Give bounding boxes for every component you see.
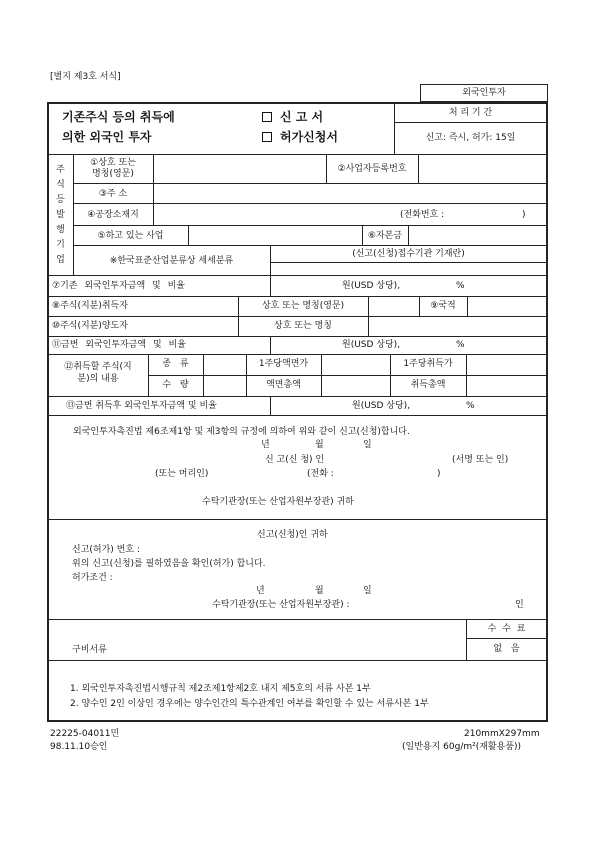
r10-name-label: 상호 또는 명칭 (274, 321, 332, 331)
r11-label: ⑪금번 외국인투자금액 및 비율 (52, 340, 186, 350)
confirm-head: 수탁기관장(또는 산업자원부장관) : (212, 600, 350, 610)
r12-label-2: 분)의 내용 (77, 374, 119, 384)
qty-label: 수 량 (162, 380, 189, 390)
r8-name-label: 상호 또는 명칭(영문) (261, 301, 345, 311)
r13-percent: % (466, 401, 475, 411)
address-label: ③주 소 (98, 189, 128, 199)
footer-approved: 98.11.10승인 (50, 742, 108, 752)
confirm-text: 위의 신고(신청)를 필하였음을 확인(허가) 합니다. (72, 559, 266, 569)
r12-label-1: ⑫취득할 주식(지 (64, 362, 132, 372)
r13-label: ⑬금번 취득후 외국인투자금액 및 비율 (66, 401, 217, 411)
bizno-label: ②사업자등록번호 (337, 164, 407, 174)
conditions-label: 허가조건 : (72, 573, 113, 583)
ksic-label: ※한국표준산업분류상 세세분류 (109, 256, 234, 266)
acq-total-label: 취득총액 (410, 380, 446, 390)
nationality-label: ⑨국적 (430, 301, 456, 311)
face-per-share-label: 1주당액면가 (258, 359, 309, 369)
confirm-day: 일 (363, 586, 372, 596)
option-report[interactable]: 신 고 서 (262, 111, 323, 125)
decl-phone: (전화 : (307, 469, 334, 479)
declaration-text: 외국인투자촉진법 제6조제1항 및 제3항의 규정에 의하여 위와 같이 신고(신청)합니다. (73, 427, 410, 437)
factory-phone-close: ) (522, 210, 526, 220)
processing-value: 신고: 즉시, 허가: 15일 (425, 133, 516, 143)
r11-percent: % (456, 340, 465, 350)
company-name-label-1: ①상호 또는 (90, 158, 136, 168)
acq-per-share-label: 1주당취득가 (403, 359, 453, 369)
sign-label: (서명 또는 인) (452, 455, 509, 465)
permit-checkbox[interactable] (262, 132, 272, 142)
or-head-label: (또는 머리인) (155, 469, 209, 479)
documents-label: 구비서류 (72, 645, 107, 655)
title-line1: 기존주식 등의 취득에 (62, 110, 175, 124)
r7-percent: % (456, 281, 465, 291)
report-checkbox[interactable] (262, 112, 272, 122)
r8-label: ⑧주식(지분)취득자 (52, 301, 128, 311)
category-label: 외국인투자 (462, 88, 506, 98)
title-line2: 의한 외국인 투자 (62, 130, 152, 144)
option-permit[interactable]: 허가신청서 (262, 131, 338, 145)
document-item-2: 2. 양수인 2인 이상인 경우에는 양수인간의 특수관계인 여부를 확인할 수 있는 서류사본 1부 (70, 699, 429, 709)
r11-won: 원(USD 상당), (342, 340, 401, 350)
decl-year: 년 (261, 440, 270, 450)
company-name-label-2: 명칭(영문) (92, 169, 134, 179)
confirm-seal: 인 (515, 600, 524, 610)
capital-label: ⑥자본금 (367, 231, 403, 241)
fee-value: 없 음 (493, 644, 520, 654)
applicant-label: 신 고(신 청) 인 (265, 455, 325, 465)
document-item-1: 1. 외국인투자촉진법시행규칙 제2조제1항제2호 내지 제5호의 서류 사본 1부 (70, 684, 371, 694)
r13-won: 원(USD 상당), (352, 401, 411, 411)
fee-label: 수 수 료 (487, 624, 526, 634)
factory-phone-label: (전화번호 : (400, 210, 445, 220)
confirm-year: 년 (256, 586, 265, 596)
r10-label: ⑩주식(지분)양도자 (52, 321, 128, 331)
decl-phone-close: ) (437, 469, 441, 479)
decl-day: 일 (363, 440, 372, 450)
business-label: ⑤하고 있는 사업 (97, 231, 164, 241)
section-label-company: 주 식 등 발 행 기 업 (56, 165, 65, 265)
confirm-month: 월 (315, 586, 324, 596)
processing-label: 처 리 기 간 (448, 108, 493, 118)
decl-month: 월 (315, 440, 324, 450)
factory-label: ④공장소재지 (87, 210, 139, 220)
face-total-label: 액면총액 (266, 380, 301, 390)
r7-label: ⑦기존 외국인투자금액 및 비율 (52, 281, 185, 291)
footer-code: 22225-04011민 (50, 729, 120, 739)
kind-label: 종 류 (162, 359, 189, 369)
form-number: [별지 제3호 서식] (50, 72, 121, 82)
footer-size: 210mmX297mm (464, 729, 540, 739)
decl-addressee: 수탁기관장(또는 산업자원부장관) 귀하 (202, 497, 354, 507)
confirm-addressee: 신고(신청)인 귀하 (257, 530, 328, 540)
r7-won: 원(USD 상당), (342, 281, 401, 291)
confirm-number: 신고(허가) 번호 : (72, 545, 140, 555)
agency-label: (신고(신청)접수기관 기재란) (352, 249, 465, 259)
footer-paper: (일반용지 60g/m²(재활용품)) (402, 742, 522, 752)
